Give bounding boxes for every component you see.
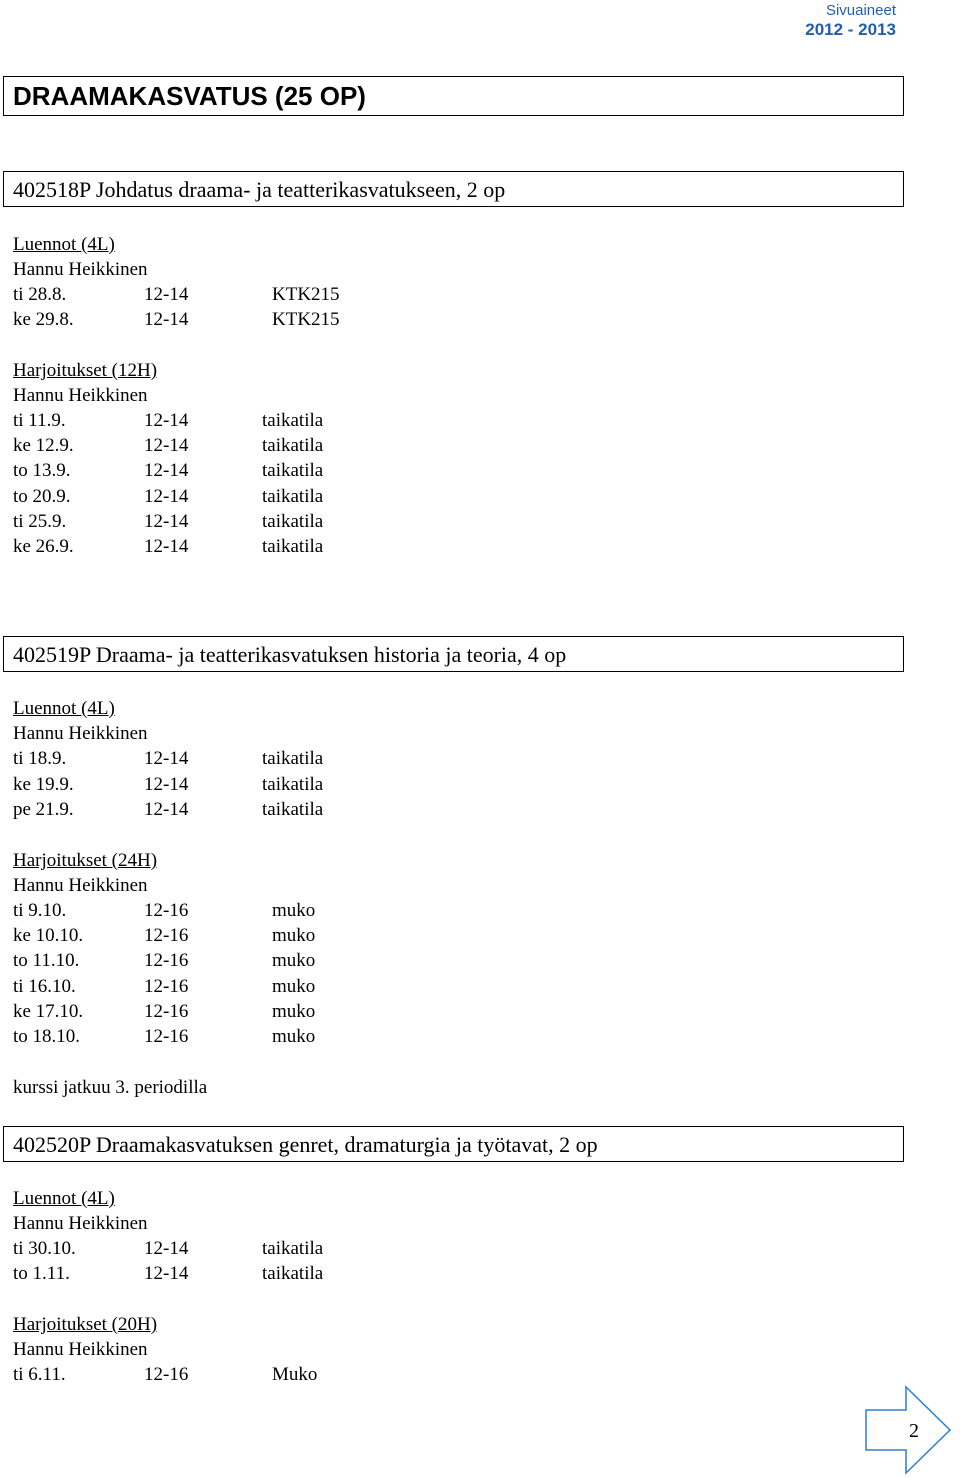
row-date: ke 10.10. [13, 925, 84, 946]
row-room: muko [272, 950, 316, 971]
section-title: DRAAMAKASVATUS (25 OP) [13, 81, 366, 111]
row-room: taikatila [262, 460, 324, 481]
row-time: 12-16 [144, 925, 189, 946]
course-title-box [3, 171, 904, 207]
row-time: 12-14 [144, 748, 189, 769]
row-room: muko [272, 1026, 316, 1047]
row-date: ti 30.10. [13, 1238, 76, 1259]
row-time: 12-16 [144, 1001, 189, 1022]
course-title: 402518P Johdatus draama- ja teatterikasvatukseen, 2 op [13, 177, 506, 202]
row-date: ke 26.9. [13, 536, 74, 557]
row-room: taikatila [262, 774, 324, 795]
header-label: Sivuaineet [825, 2, 896, 19]
teacher-name: Hannu Heikkinen [13, 723, 148, 744]
row-date: to 11.10. [13, 950, 80, 971]
row-room: taikatila [262, 410, 324, 431]
row-room: KTK215 [272, 284, 340, 305]
row-date: ke 12.9. [13, 435, 74, 456]
row-date: ti 25.9. [13, 511, 67, 532]
row-date: ti 6.11. [13, 1364, 66, 1385]
course-title-box [3, 1126, 904, 1162]
teacher-name: Hannu Heikkinen [13, 385, 148, 406]
row-date: to 18.10. [13, 1026, 81, 1047]
row-room: taikatila [262, 748, 324, 769]
row-room: taikatila [262, 799, 324, 820]
row-date: ke 29.8. [13, 309, 74, 330]
row-time: 12-14 [144, 410, 189, 431]
row-date: ke 17.10. [13, 1001, 84, 1022]
row-time: 12-14 [144, 1263, 189, 1284]
row-room: Muko [272, 1364, 318, 1385]
row-room: KTK215 [272, 309, 340, 330]
block-heading: Luennot (4L) [13, 234, 115, 255]
row-date: ke 19.9. [13, 774, 74, 795]
teacher-name: Hannu Heikkinen [13, 259, 148, 280]
row-time: 12-14 [144, 774, 189, 795]
row-time: 12-16 [144, 1026, 189, 1047]
teacher-name: Hannu Heikkinen [13, 1213, 148, 1234]
block-heading: Luennot (4L) [13, 1188, 115, 1209]
row-room: taikatila [262, 511, 324, 532]
row-time: 12-14 [144, 536, 189, 557]
row-room: taikatila [262, 435, 324, 456]
row-time: 12-16 [144, 976, 189, 997]
row-date: to 13.9. [13, 460, 71, 481]
row-time: 12-14 [144, 511, 189, 532]
header-year: 2012 - 2013 [805, 20, 896, 39]
row-time: 12-14 [144, 1238, 189, 1259]
row-time: 12-14 [144, 486, 189, 507]
row-time: 12-14 [144, 799, 189, 820]
row-time: 12-16 [144, 900, 189, 921]
course-note: kurssi jatkuu 3. periodilla [13, 1077, 208, 1098]
block-heading: Harjoitukset (20H) [13, 1314, 158, 1335]
course-title: 402520P Draamakasvatuksen genret, dramaturgia ja työtavat, 2 op [13, 1132, 598, 1157]
row-time: 12-14 [144, 435, 189, 456]
row-date: ti 9.10. [13, 900, 67, 921]
row-room: taikatila [262, 536, 324, 557]
row-time: 12-14 [144, 460, 189, 481]
row-room: muko [272, 900, 316, 921]
page-number-arrow-icon [860, 1384, 956, 1476]
row-date: ti 18.9. [13, 748, 67, 769]
row-time: 12-16 [144, 1364, 189, 1385]
row-time: 12-14 [144, 309, 189, 330]
row-date: pe 21.9. [13, 799, 74, 820]
row-date: ti 28.8. [13, 284, 67, 305]
row-room: muko [272, 976, 316, 997]
row-room: muko [272, 1001, 316, 1022]
row-date: to 1.11. [13, 1263, 70, 1284]
block-heading: Luennot (4L) [13, 698, 115, 719]
row-room: muko [272, 925, 316, 946]
teacher-name: Hannu Heikkinen [13, 875, 148, 896]
row-room: taikatila [262, 486, 324, 507]
block-heading: Harjoitukset (12H) [13, 360, 158, 381]
row-room: taikatila [262, 1263, 324, 1284]
row-time: 12-14 [144, 284, 189, 305]
page-number: 2 [909, 1420, 919, 1442]
row-date: ti 16.10. [13, 976, 76, 997]
teacher-name: Hannu Heikkinen [13, 1339, 148, 1360]
row-date: ti 11.9. [13, 410, 66, 431]
course-title-box [3, 636, 904, 672]
row-room: taikatila [262, 1238, 324, 1259]
course-title: 402519P Draama- ja teatterikasvatuksen historia ja teoria, 4 op [13, 642, 567, 667]
block-heading: Harjoitukset (24H) [13, 850, 158, 871]
row-time: 12-16 [144, 950, 189, 971]
row-date: to 20.9. [13, 486, 71, 507]
section-title-box [3, 76, 904, 116]
